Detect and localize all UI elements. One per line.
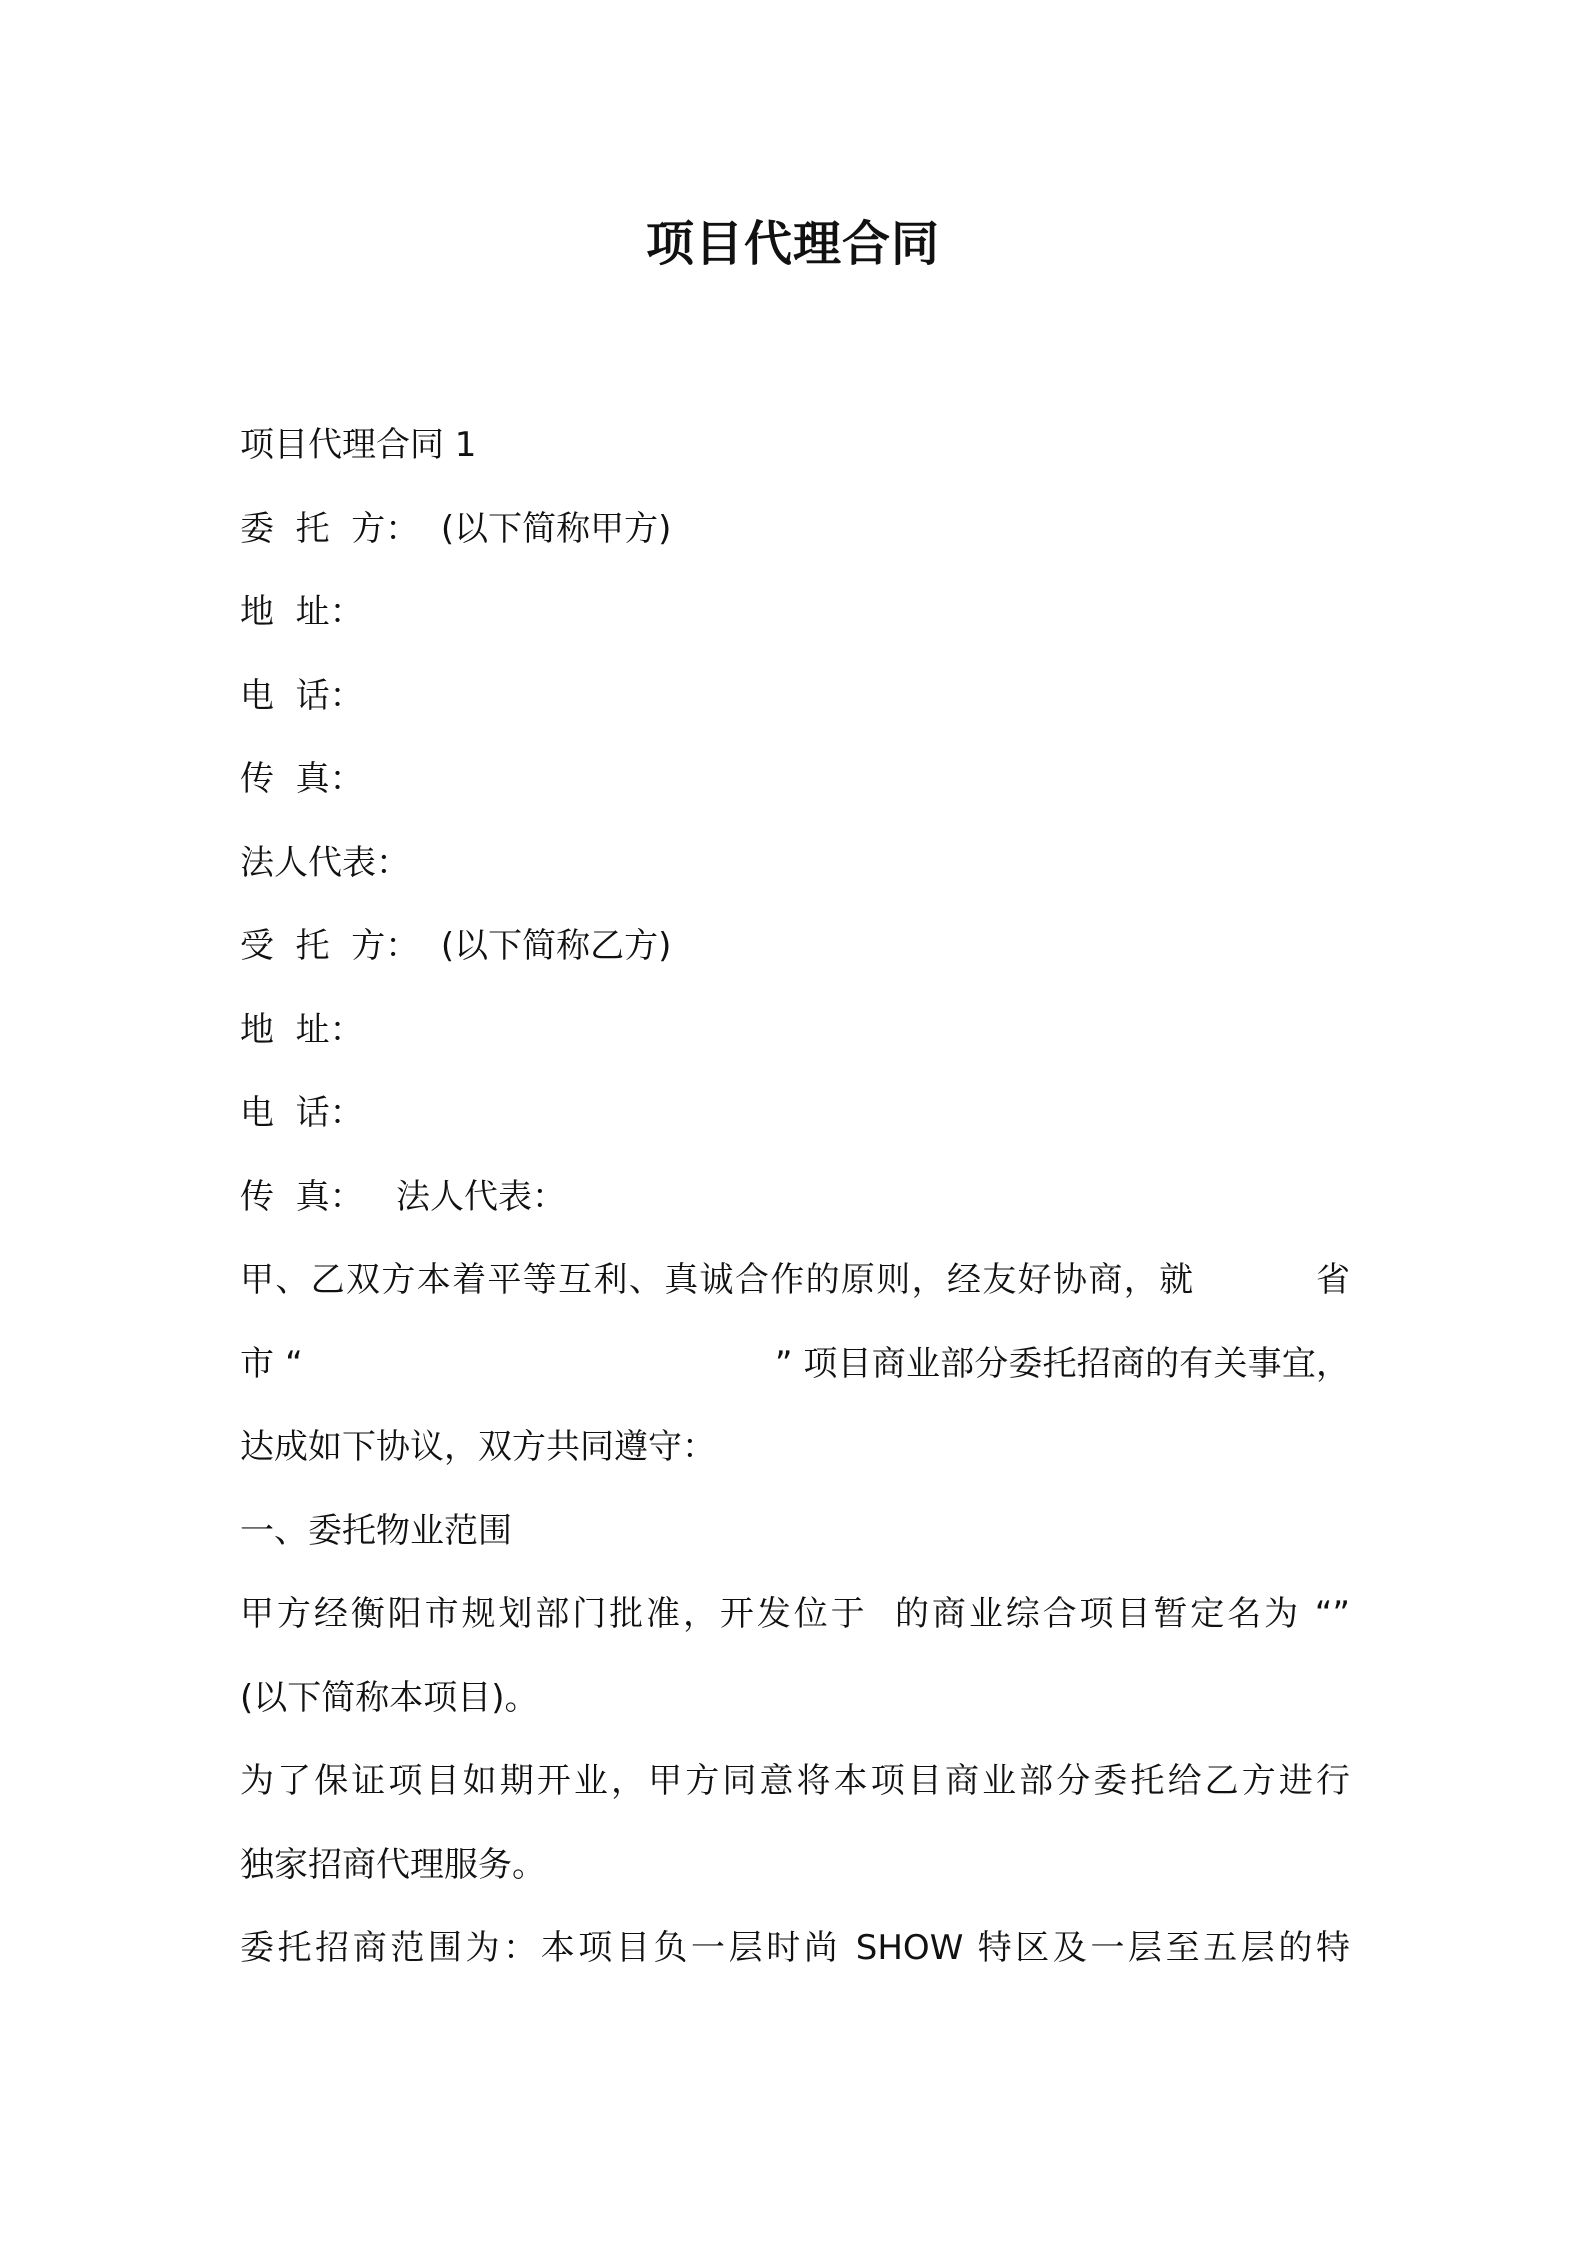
- party-b-phone-line: 电 话：: [240, 1093, 364, 1133]
- preamble-line-3: 达成如下协议，双方共同遵守：: [240, 1427, 716, 1467]
- document-body: [240, 404, 1350, 1991]
- section-1-para-1-line-2: (以下简称本项目)。: [240, 1677, 539, 1718]
- section-1-para-3-line-1: 委托招商范围为：本项目负一层时尚 SHOW 特区及一层至五层的特: [240, 1928, 1350, 1968]
- subtitle-line: 项目代理合同 1: [240, 425, 477, 465]
- party-a-line: 委 托 方： (以下简称甲方): [240, 508, 672, 549]
- party-b-line: 受 托 方： (以下简称乙方): [240, 926, 672, 966]
- section-1-para-2-line-1: 为了保证项目如期开业，甲方同意将本项目商业部分委托给乙方进行: [240, 1761, 1350, 1801]
- document-title: 项目代理合同: [645, 216, 940, 272]
- party-a-legal-rep-line: 法人代表：: [240, 842, 410, 883]
- preamble-line-2: 市 “ ” 项目商业部分委托招商的有关事宜，: [240, 1343, 1350, 1384]
- party-a-phone-line: 电 话：: [240, 675, 364, 716]
- section-heading-1: 一、委托物业范围: [240, 1510, 512, 1551]
- party-b-fax-legal-rep-line: 传 真： 法人代表：: [240, 1176, 567, 1217]
- party-a-address-line: 地 址：: [240, 592, 364, 632]
- preamble-line-1: 甲、乙双方本着平等互利、真诚合作的原则，经友好协商，就 省: [240, 1260, 1350, 1300]
- party-a-fax-line: 传 真：: [240, 759, 364, 799]
- section-1-para-1-line-1: 甲方经衡阳市规划部门批准，开发位于 的商业综合项目暂定名为 “”: [240, 1594, 1350, 1634]
- section-1-para-2-line-2: 独家招商代理服务。: [240, 1844, 546, 1885]
- party-b-address-line: 地 址：: [240, 1009, 364, 1050]
